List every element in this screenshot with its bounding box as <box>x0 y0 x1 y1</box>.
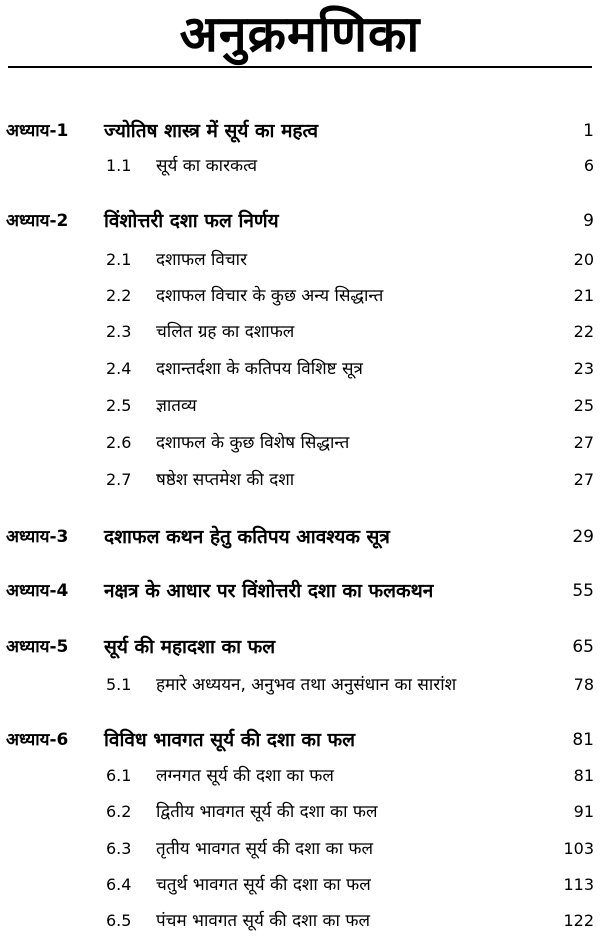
section-number: 2.2 <box>106 286 132 305</box>
chapter-label: अध्याय-3 <box>6 527 69 547</box>
toc-section-row[interactable] <box>0 151 600 181</box>
page-number: 6 <box>583 156 594 175</box>
toc-chapter-row[interactable] <box>0 725 600 755</box>
section-title: दशान्तर्दशा के कतिपय विशिष्ट सूत्र <box>156 359 363 379</box>
section-number: 6.1 <box>106 766 132 785</box>
toc-section-row[interactable] <box>0 465 600 495</box>
chapter-title: सूर्य की महादशा का फल <box>104 636 276 658</box>
section-number: 6.4 <box>106 875 132 894</box>
toc-section-row[interactable] <box>0 281 600 311</box>
section-title: चलित ग्रह का दशाफल <box>156 322 295 342</box>
section-number: 1.1 <box>106 156 132 175</box>
section-number: 6.3 <box>106 839 132 858</box>
page-number: 78 <box>573 675 594 694</box>
toc-section-row[interactable] <box>0 870 600 900</box>
section-title: दशाफल विचार <box>156 250 248 270</box>
chapter-label: अध्याय-5 <box>6 637 69 657</box>
toc-chapter-row[interactable] <box>0 632 600 662</box>
toc-section-row[interactable] <box>0 428 600 458</box>
section-title: पंचम भावगत सूर्य की दशा का फल <box>156 911 370 931</box>
toc-section-row[interactable] <box>0 906 600 936</box>
section-title: तृतीय भावगत सूर्य की दशा का फल <box>156 839 374 859</box>
chapter-label: अध्याय-1 <box>6 121 69 141</box>
page-number: 25 <box>573 396 594 415</box>
chapter-title: ज्योतिष शास्त्र में सूर्य का महत्व <box>104 120 319 142</box>
page-number: 81 <box>572 730 594 750</box>
section-number: 5.1 <box>106 675 132 694</box>
section-number: 2.6 <box>106 433 132 452</box>
chapter-title: विविध भावगत सूर्य की दशा का फल <box>104 729 356 751</box>
page-number: 1 <box>583 121 594 141</box>
toc-section-row[interactable] <box>0 245 600 275</box>
section-title: दशाफल विचार के कुछ अन्य सिद्धान्त <box>156 286 384 306</box>
section-number: 2.4 <box>106 359 132 378</box>
chapter-title: नक्षत्र के आधार पर विंशोत्तरी दशा का फलकथन <box>104 580 434 602</box>
chapter-title: विंशोत्तरी दशा फल निर्णय <box>104 210 279 232</box>
chapter-title: दशाफल कथन हेतु कतिपय आवश्यक सूत्र <box>104 526 390 548</box>
section-title: हमारे अध्ययन, अनुभव तथा अनुसंधान का सारांश <box>156 675 457 695</box>
toc-chapter-row[interactable] <box>0 522 600 552</box>
toc-chapter-row[interactable] <box>0 206 600 236</box>
page-number: 65 <box>572 637 594 657</box>
page-number: 29 <box>572 527 594 547</box>
page-number: 103 <box>563 839 594 858</box>
page-number: 27 <box>573 470 594 489</box>
page-number: 81 <box>573 766 594 785</box>
page-number: 9 <box>583 211 594 231</box>
toc-section-row[interactable] <box>0 761 600 791</box>
chapter-label: अध्याय-2 <box>6 211 69 231</box>
toc-chapter-row[interactable] <box>0 116 600 146</box>
section-title: दशाफल के कुछ विशेष सिद्धान्त <box>156 433 350 453</box>
toc-section-row[interactable] <box>0 797 600 827</box>
section-number: 6.2 <box>106 802 132 821</box>
toc-section-row[interactable] <box>0 670 600 700</box>
section-number: 2.1 <box>106 250 132 269</box>
page-number: 113 <box>563 875 594 894</box>
toc-chapter-row[interactable] <box>0 576 600 606</box>
toc-section-row[interactable] <box>0 354 600 384</box>
toc-section-row[interactable] <box>0 317 600 347</box>
page-number: 23 <box>573 359 594 378</box>
section-title: सूर्य का कारकत्व <box>156 156 258 176</box>
page-number: 22 <box>573 322 594 341</box>
section-number: 2.7 <box>106 470 132 489</box>
page-title: अनुक्रमणिका <box>179 5 421 63</box>
section-title: ज्ञातव्य <box>156 396 197 416</box>
chapter-label: अध्याय-6 <box>6 730 69 750</box>
page-number: 27 <box>573 433 594 452</box>
section-title: षष्ठेश सप्तमेश की दशा <box>156 470 295 490</box>
toc-section-row[interactable] <box>0 391 600 421</box>
chapter-label: अध्याय-4 <box>6 581 69 601</box>
section-title: चतुर्थ भावगत सूर्य की दशा का फल <box>156 875 371 895</box>
page-number: 21 <box>573 286 594 305</box>
title-divider <box>8 66 592 68</box>
page-number: 122 <box>563 911 594 930</box>
section-number: 2.5 <box>106 396 132 415</box>
page-number: 20 <box>573 250 594 269</box>
section-title: लग्नगत सूर्य की दशा का फल <box>156 766 334 786</box>
section-number: 2.3 <box>106 322 132 341</box>
page-number: 55 <box>572 581 594 601</box>
section-number: 6.5 <box>106 911 132 930</box>
toc-section-row[interactable] <box>0 834 600 864</box>
page-number: 91 <box>573 802 594 821</box>
section-title: द्वितीय भावगत सूर्य की दशा का फल <box>156 802 378 822</box>
